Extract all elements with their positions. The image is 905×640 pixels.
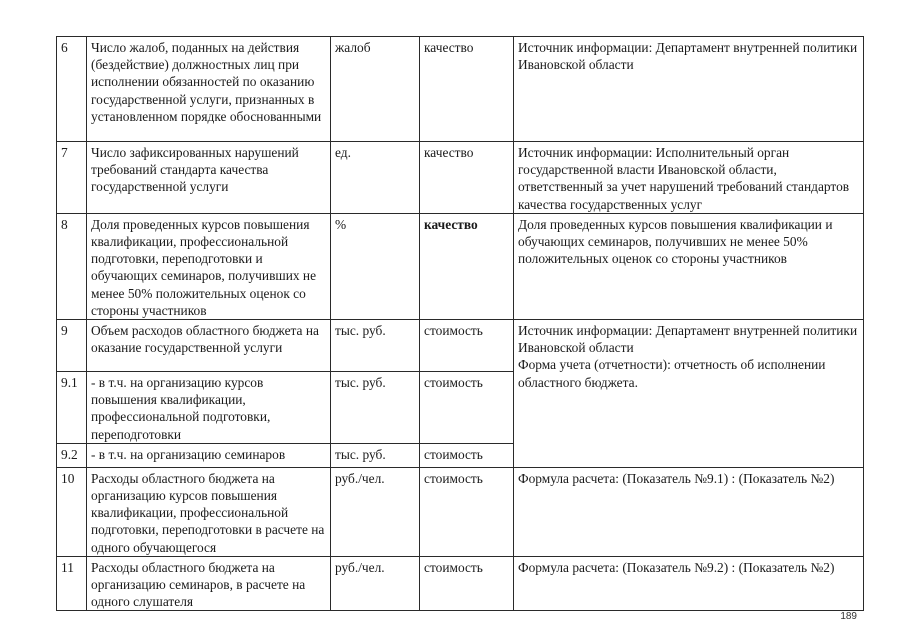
indicator-kind: качество <box>420 142 514 214</box>
table-row <box>57 37 864 142</box>
unit-of-measure: тыс. руб. <box>331 320 420 372</box>
indicator-name: - в т.ч. на организацию курсов повышения квалификации, профессиональной подготовки, переподготовки <box>87 372 331 444</box>
unit-of-measure: ед. <box>331 142 420 214</box>
table-row <box>57 213 864 319</box>
row-number: 11 <box>57 556 87 611</box>
row-number: 9.2 <box>57 443 87 467</box>
page-number: 189 <box>840 611 857 622</box>
information-source: Источник информации: Департамент внутренней политики Ивановской области <box>514 37 864 142</box>
indicator-name: - в т.ч. на организацию семинаров <box>87 443 331 467</box>
indicator-name: Объем расходов областного бюджета на оказание государственной услуги <box>87 320 331 372</box>
unit-of-measure: руб./чел. <box>331 467 420 556</box>
unit-of-measure: жалоб <box>331 37 420 142</box>
indicator-kind: качество <box>420 213 514 319</box>
indicator-kind: стоимость <box>420 320 514 372</box>
unit-of-measure: тыс. руб. <box>331 443 420 467</box>
indicator-kind: качество <box>420 37 514 142</box>
accounting-form-line: Форма учета (отчетности): отчетность об исполнении областного бюджета. <box>518 357 826 390</box>
source-line: Источник информации: Департамент внутренней политики Ивановской области <box>518 323 858 356</box>
table-row <box>57 142 864 214</box>
calculation-formula: Формула расчета: (Показатель №9.1) : (Показатель №2) <box>514 467 864 556</box>
unit-of-measure: руб./чел. <box>331 556 420 611</box>
information-source: Доля проведенных курсов повышения квалификации и обучающих семинаров, получивших не менее 50% положительных оценок со стороны участников <box>514 213 864 319</box>
indicator-name: Доля проведенных курсов повышения квалификации, профессиональной подготовки, переподготовки и обучающих семинаров, получивших не менее 50% положительных оценок со стороны участников <box>87 213 331 319</box>
row-number: 9.1 <box>57 372 87 444</box>
indicator-kind: стоимость <box>420 372 514 444</box>
row-number: 7 <box>57 142 87 214</box>
indicator-name: Расходы областного бюджета на организацию семинаров, в расчете на одного слушателя <box>87 556 331 611</box>
table-row <box>57 467 864 556</box>
table-row <box>57 320 864 372</box>
indicator-kind: стоимость <box>420 556 514 611</box>
row-number: 6 <box>57 37 87 142</box>
indicator-kind: стоимость <box>420 443 514 467</box>
information-source: Источник информации: Исполнительный орган государственной власти Ивановской области, ответственный за учет нарушений требований стандартов качества государственных услуг <box>514 142 864 214</box>
indicator-name: Число зафиксированных нарушений требований стандарта качества государственной услуги <box>87 142 331 214</box>
calculation-formula: Формула расчета: (Показатель №9.2) : (Показатель №2) <box>514 556 864 611</box>
indicator-kind: стоимость <box>420 467 514 556</box>
unit-of-measure: тыс. руб. <box>331 372 420 444</box>
row-number: 10 <box>57 467 87 556</box>
indicator-name: Число жалоб, поданных на действия (бездействие) должностных лиц при исполнении обязанностей по оказанию государственной услуги, признанных в установленном порядке обоснованными <box>87 37 331 142</box>
indicator-name: Расходы областного бюджета на организацию курсов повышения квалификации, профессиональной подготовки, переподготовки в расчете на одного обучающегося <box>87 467 331 556</box>
row-number: 9 <box>57 320 87 372</box>
table-row <box>57 556 864 611</box>
row-number: 8 <box>57 213 87 319</box>
unit-of-measure: % <box>331 213 420 319</box>
indicators-table <box>56 36 864 611</box>
information-source <box>514 320 864 468</box>
